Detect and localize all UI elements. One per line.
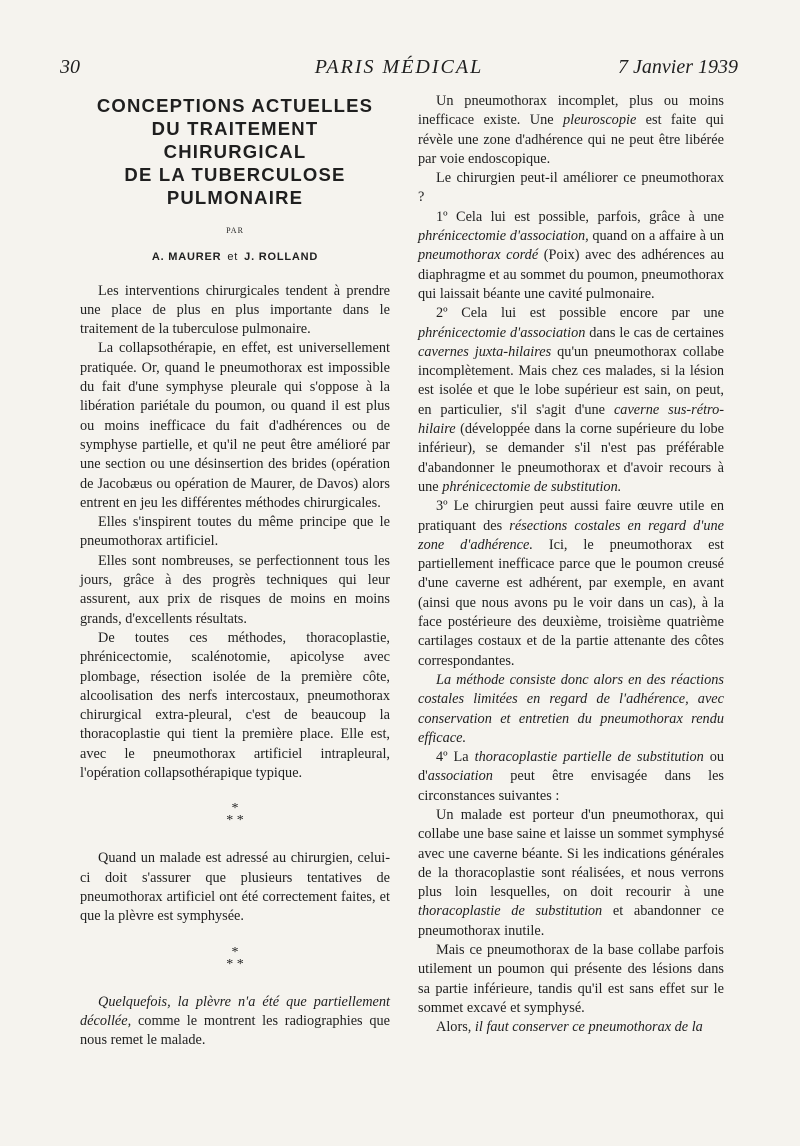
text-run: 4º La xyxy=(436,749,475,766)
italic-phrase: caverne sus-rétro-hilaire xyxy=(418,401,724,438)
italic-phrase: thoracoplastie de substitution xyxy=(418,903,603,920)
title-line: DU TRAITEMENT xyxy=(151,118,319,139)
text-run: Ici, le pneumothorax est partiellement inefficace parce que le poumon creusé d'une caverne est adhérent, par exemple, en avant (ainsi que nous avons pu le voir dans un cas), à la face postérieure des deuxième, troisième quatrième cartilages costaux et de la partie attenante des côtes correspondantes. xyxy=(418,536,725,669)
author-conjunction: et xyxy=(227,251,239,264)
separator-stars: * * xyxy=(226,956,244,972)
paragraph xyxy=(418,92,724,169)
separator-star: * xyxy=(231,801,239,817)
text-run: Alors, xyxy=(436,1019,475,1036)
text-run: 2º Cela lui est possible encore par une xyxy=(436,305,724,322)
italic-phrase: pneumothorax cordé xyxy=(418,247,539,264)
title-line: CONCEPTIONS ACTUELLES xyxy=(96,95,374,116)
title-line: PULMONAIRE xyxy=(166,187,304,208)
text-run: comme le montrent les radiographies que nous remet le malade. xyxy=(80,1012,390,1049)
paragraph: Mais ce pneumothorax de la base collabe parfois utilement un poumon qui présente des lésions dans sa partie inférieure, tandis qu'il est sans effet sur le sommet excavé et symphysé. xyxy=(418,942,724,1016)
separator-star: * xyxy=(231,944,239,960)
authors xyxy=(80,248,390,267)
italic-phrase: thoracoplastie partielle de substitution xyxy=(474,749,704,766)
author-2: J. ROLLAND xyxy=(244,251,319,264)
title-line: CHIRURGICAL xyxy=(163,141,307,162)
paragraph xyxy=(418,304,724,497)
author-1: A. MAURER xyxy=(151,251,222,264)
issue-date: 7 Janvier 1939 xyxy=(618,56,738,78)
text-run: ou d' xyxy=(418,749,725,785)
text-run: 3º Le chirurgien peut aussi faire œuvre utile en pratiquant des xyxy=(418,498,724,534)
text-run: peut être envisagée dans les circonstances suivantes : xyxy=(418,768,724,804)
italic-phrase: cavernes juxta-hilaires xyxy=(418,343,552,360)
text-run: dans le cas de certaines xyxy=(585,324,724,341)
paragraph xyxy=(418,1018,724,1037)
paragraph: Le chirurgien peut-il améliorer ce pneumothorax ? xyxy=(418,170,724,206)
text-run: (Poix) avec des adhérences au diaphragme et au sommet du poumon, pneumothorax qui laissait béante une cavité pulmonaire. xyxy=(418,247,724,302)
right-column xyxy=(418,92,724,1038)
paragraph xyxy=(80,993,390,1051)
text-run: (développée dans la corne supérieure du lobe inférieur), se demander s'il n'est pas préférable d'abandonner le pneumothorax et d'avoir recours à une xyxy=(418,421,724,495)
italic-phrase: Quelquefois, la plèvre n'a été que partiellement décollée, xyxy=(80,993,390,1029)
paragraph xyxy=(418,748,724,806)
page-number: 30 xyxy=(60,56,80,78)
paragraph: Les interventions chirurgicales tendent à prendre une place de plus en plus importante dans le traitement de la tuberculose pulmonaire. xyxy=(80,282,390,338)
section-separator xyxy=(80,803,390,827)
paragraph xyxy=(418,497,724,671)
italic-phrase: La méthode consiste donc alors en des réactions costales limitées en regard de l'adhérence, avec conservation et entretien du pneumothorax rendu efficace. xyxy=(418,671,724,746)
italic-phrase: phrénicectomie de substitution. xyxy=(442,478,622,495)
italic-phrase: phrénicectomie d'association xyxy=(418,324,586,341)
text-run: 1º Cela lui est possible, parfois, grâce à une xyxy=(436,208,724,225)
byline-par: PAR xyxy=(226,226,244,235)
italic-phrase: association xyxy=(427,768,493,785)
text-run: Un pneumothorax incomplet, plus ou moins inefficace existe. Une xyxy=(418,93,724,129)
italic-phrase: pleuroscopie xyxy=(562,112,637,129)
left-column xyxy=(80,92,390,1050)
article-title xyxy=(80,94,390,209)
title-line: DE LA TUBERCULOSE xyxy=(124,164,346,185)
italic-phrase: phrénicectomie d'association, xyxy=(418,228,589,245)
italic-phrase: il faut conserver ce pneumothorax de la xyxy=(474,1019,703,1036)
text-run: et abandonner ce pneumothorax inutile. xyxy=(418,903,724,939)
paragraph: Elles sont nombreuses, se perfectionnent tous les jours, grâce à des progrès techniques qui leur assurent, aux prix de risques de moins en moins grands, d'excellents résultats. xyxy=(80,552,390,627)
italic-phrase: résections costales en regard d'une zone d'adhérence. xyxy=(418,517,725,553)
paragraph: La collapsothérapie, en effet, est universellement pratiquée. Or, quand le pneumothorax est impossible du fait d'une symphyse pleurale qui s'oppose à la libération pariétale du poumon, ou quand il est plus ou moins inefficace du fait d'adhérences ou de symphyse partielle, et qu'il ne peut être amélioré par une section ou une désinsertion des brides (opération de Jacobæus ou opération de Maurer, de Davos) alors entrent en jeu les différentes méthodes chirurgicales. xyxy=(80,340,390,511)
text-run: quand on a affaire à un xyxy=(588,228,724,245)
paragraph xyxy=(418,806,724,941)
section-separator xyxy=(80,944,390,972)
paragraph xyxy=(418,671,724,748)
page-header xyxy=(60,56,738,86)
separator-stars: * * xyxy=(226,813,244,829)
paragraph xyxy=(418,208,724,304)
journal-name: PARIS MÉDICAL xyxy=(314,56,484,78)
text-run: Un malade est porteur d'un pneumothorax, qui collabe une base saine et laisse un sommet symphysé avec une caverne béante. Si les indications générales de la thoracoplastie sont réalisées, et nous verrons plus loin lesquelles, on doit recourir à une xyxy=(418,806,724,901)
paragraph: De toutes ces méthodes, thoracoplastie, phrénicectomie, scalénotomie, apicolyse avec plombage, résection isolée de la première côte, alcoolisation des nerfs intercostaux, pneumothorax chirurgical extra-pleural, c'est de beaucoup la thoracoplastie qui tient la première place. Elle est, avec le pneumothorax artificiel intrapleural, l'opération collapsothérapique typique. xyxy=(80,629,390,782)
paragraph: Elles s'inspirent toutes du même principe que le pneumothorax artificiel. xyxy=(80,514,390,550)
text-run: qu'un pneumothorax collabe incomplètement. Mais chez ces malades, si la lésion est isolée et que le lobe supérieur est sain, on peut, en particulier, s'il s'agit d'une xyxy=(418,343,724,418)
paragraph: Quand un malade est adressé au chirurgien, celui-ci doit s'assurer que plusieurs tentatives de pneumothorax artificiel ont été correctement faites, et que la plèvre est symphysée. xyxy=(80,850,390,925)
text-run: est faite qui révèle une zone d'adhérence qui ne peut être libérée par voie endoscopique. xyxy=(418,112,724,167)
